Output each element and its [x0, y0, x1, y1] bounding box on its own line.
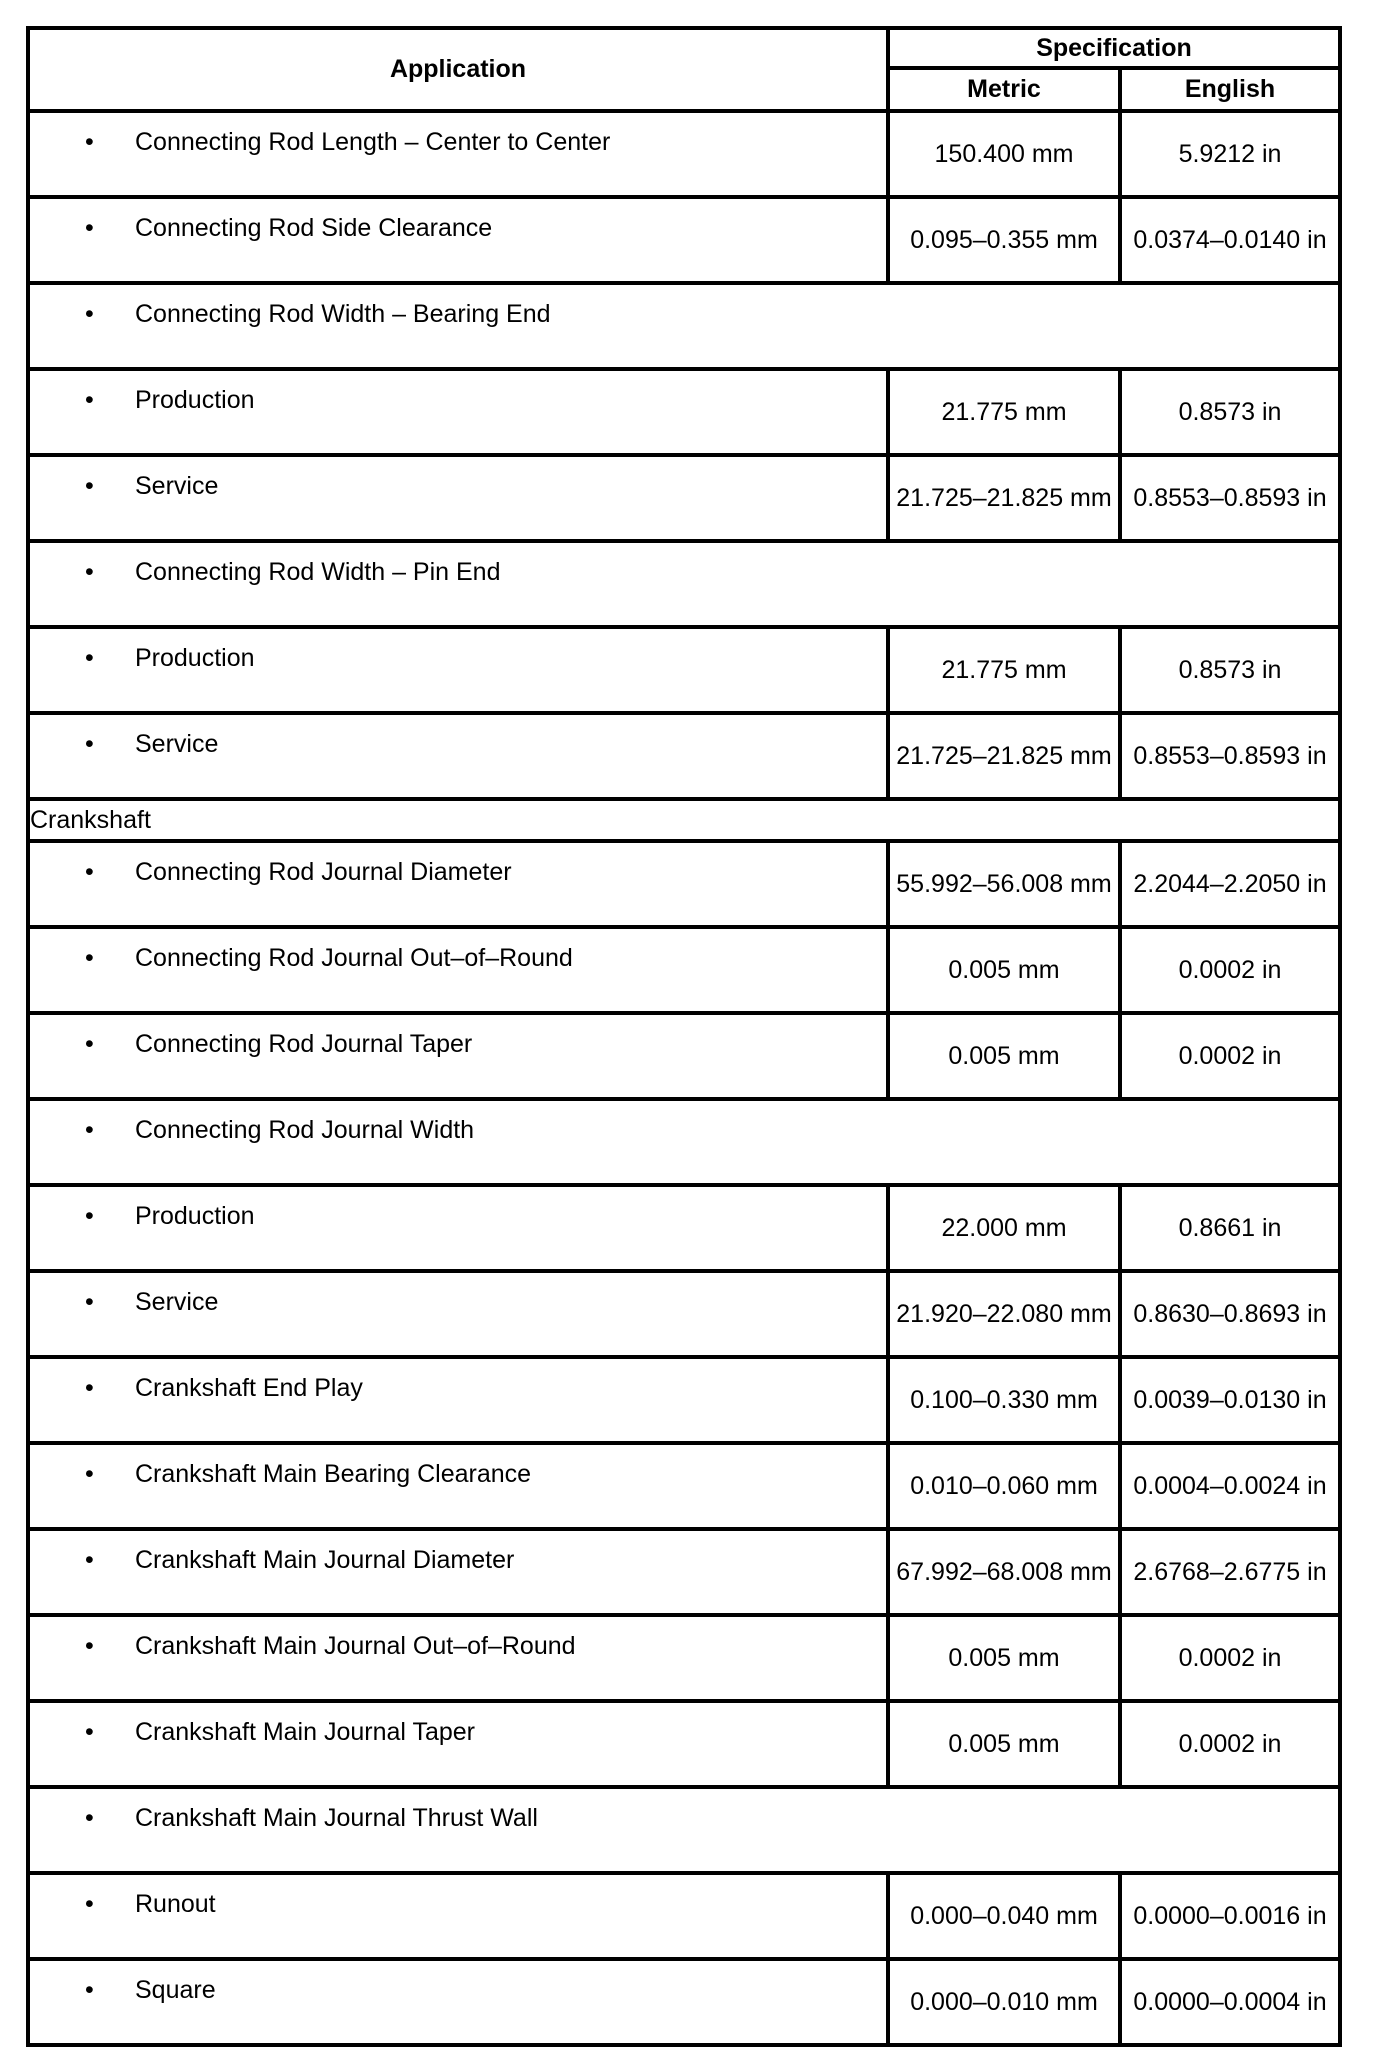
table-row — [28, 1873, 1340, 1959]
application-cell — [28, 1529, 888, 1615]
application-label: Production — [135, 386, 255, 414]
table-row — [28, 541, 1340, 627]
bullet-icon: • — [85, 730, 94, 758]
application-label: Crankshaft Main Bearing Clearance — [135, 1460, 532, 1488]
bullet-icon: • — [85, 1804, 94, 1832]
application-cell — [28, 369, 888, 455]
english-value: 0.0039–0.0130 in — [1120, 1357, 1340, 1443]
table-row — [28, 1099, 1340, 1185]
specification-column-header: Specification — [888, 28, 1340, 68]
bullet-icon: • — [85, 128, 94, 156]
specification-table — [26, 26, 1342, 2047]
application-cell — [28, 1013, 888, 1099]
application-label: Connecting Rod Journal Taper — [135, 1030, 473, 1058]
metric-value: 0.100–0.330 mm — [888, 1357, 1120, 1443]
bullet-icon: • — [85, 300, 94, 328]
application-cell — [28, 1271, 888, 1357]
application-cell — [28, 1099, 1340, 1185]
english-value: 0.8553–0.8593 in — [1120, 455, 1340, 541]
english-value: 0.0002 in — [1120, 927, 1340, 1013]
application-label: Service — [135, 1288, 219, 1316]
application-label: Runout — [135, 1890, 216, 1918]
english-value: 0.8573 in — [1120, 627, 1340, 713]
bullet-icon: • — [85, 1030, 94, 1058]
application-cell — [28, 197, 888, 283]
application-cell — [28, 1787, 1340, 1873]
table-row — [28, 369, 1340, 455]
application-label: Service — [135, 730, 219, 758]
metric-value: 22.000 mm — [888, 1185, 1120, 1271]
english-value: 0.0002 in — [1120, 1013, 1340, 1099]
table-row — [28, 1185, 1340, 1271]
bullet-icon: • — [85, 1374, 94, 1402]
bullet-icon: • — [85, 558, 94, 586]
table-row — [28, 1357, 1340, 1443]
application-label: Crankshaft Main Journal Diameter — [135, 1546, 515, 1574]
english-value: 0.0374–0.0140 in — [1120, 197, 1340, 283]
metric-value: 67.992–68.008 mm — [888, 1529, 1120, 1615]
application-cell — [28, 627, 888, 713]
metric-value: 0.010–0.060 mm — [888, 1443, 1120, 1529]
metric-value: 21.725–21.825 mm — [888, 455, 1120, 541]
application-label: Crankshaft Main Journal Out–of–Round — [135, 1632, 576, 1660]
metric-value: 0.095–0.355 mm — [888, 197, 1120, 283]
metric-value: 21.920–22.080 mm — [888, 1271, 1120, 1357]
table-row — [28, 1013, 1340, 1099]
metric-value: 21.775 mm — [888, 369, 1120, 455]
english-column-header: English — [1120, 68, 1340, 111]
application-cell — [28, 1701, 888, 1787]
english-value: 0.0000–0.0016 in — [1120, 1873, 1340, 1959]
bullet-icon: • — [85, 386, 94, 414]
english-value: 0.0002 in — [1120, 1615, 1340, 1701]
table-row — [28, 197, 1340, 283]
application-label: Crankshaft End Play — [135, 1374, 363, 1402]
table-body — [28, 111, 1340, 2045]
bullet-icon: • — [85, 472, 94, 500]
application-label: Connecting Rod Journal Out–of–Round — [135, 944, 573, 972]
table-row — [28, 1271, 1340, 1357]
bullet-icon: • — [85, 944, 94, 972]
application-cell — [28, 1357, 888, 1443]
metric-column-header: Metric — [888, 68, 1120, 111]
application-label: Production — [135, 1202, 255, 1230]
english-value: 0.8553–0.8593 in — [1120, 713, 1340, 799]
table-row — [28, 111, 1340, 197]
application-cell — [28, 841, 888, 927]
table-row — [28, 1529, 1340, 1615]
application-cell — [28, 713, 888, 799]
table-header — [28, 28, 1340, 111]
application-cell — [28, 927, 888, 1013]
bullet-icon: • — [85, 1116, 94, 1144]
application-label: Crankshaft Main Journal Thrust Wall — [135, 1804, 538, 1832]
bullet-icon: • — [85, 1890, 94, 1918]
english-value: 5.9212 in — [1120, 111, 1340, 197]
bullet-icon: • — [85, 214, 94, 242]
application-cell — [28, 111, 888, 197]
metric-value: 150.400 mm — [888, 111, 1120, 197]
application-label: Connecting Rod Width – Bearing End — [135, 300, 551, 328]
application-cell — [28, 1615, 888, 1701]
english-value: 0.8630–0.8693 in — [1120, 1271, 1340, 1357]
english-value: 2.6768–2.6775 in — [1120, 1529, 1340, 1615]
metric-value: 21.775 mm — [888, 627, 1120, 713]
table-row — [28, 283, 1340, 369]
table-row — [28, 1959, 1340, 2045]
metric-value: 0.005 mm — [888, 1013, 1120, 1099]
metric-value: 0.005 mm — [888, 1701, 1120, 1787]
english-value: 0.0000–0.0004 in — [1120, 1959, 1340, 2045]
application-label: Square — [135, 1976, 216, 2004]
english-value: 0.8661 in — [1120, 1185, 1340, 1271]
table-row — [28, 627, 1340, 713]
application-cell — [28, 1443, 888, 1529]
application-label: Connecting Rod Journal Width — [135, 1116, 475, 1144]
table-row — [28, 713, 1340, 799]
metric-value: 0.005 mm — [888, 1615, 1120, 1701]
table-row — [28, 927, 1340, 1013]
table-row — [28, 1701, 1340, 1787]
bullet-icon: • — [85, 1202, 94, 1230]
application-column-header: Application — [28, 28, 888, 111]
bullet-icon: • — [85, 644, 94, 672]
application-label: Connecting Rod Side Clearance — [135, 214, 493, 242]
application-cell — [28, 455, 888, 541]
table-row — [28, 1787, 1340, 1873]
metric-value: 0.000–0.010 mm — [888, 1959, 1120, 2045]
application-label: Service — [135, 472, 219, 500]
table-row — [28, 1615, 1340, 1701]
section-heading: Crankshaft — [28, 799, 1340, 841]
metric-value: 55.992–56.008 mm — [888, 841, 1120, 927]
english-value: 2.2044–2.2050 in — [1120, 841, 1340, 927]
metric-value: 0.000–0.040 mm — [888, 1873, 1120, 1959]
application-label: Connecting Rod Width – Pin End — [135, 558, 501, 586]
english-value: 0.8573 in — [1120, 369, 1340, 455]
metric-value: 0.005 mm — [888, 927, 1120, 1013]
metric-value: 21.725–21.825 mm — [888, 713, 1120, 799]
application-cell — [28, 541, 1340, 627]
table-row — [28, 455, 1340, 541]
bullet-icon: • — [85, 858, 94, 886]
table-row — [28, 1443, 1340, 1529]
bullet-icon: • — [85, 1546, 94, 1574]
bullet-icon: • — [85, 1632, 94, 1660]
application-cell — [28, 1185, 888, 1271]
application-cell — [28, 1959, 888, 2045]
application-cell — [28, 1873, 888, 1959]
application-label: Crankshaft Main Journal Taper — [135, 1718, 475, 1746]
bullet-icon: • — [85, 1288, 94, 1316]
table-row — [28, 841, 1340, 927]
english-value: 0.0002 in — [1120, 1701, 1340, 1787]
table-row — [28, 799, 1340, 841]
application-label: Connecting Rod Length – Center to Center — [135, 128, 611, 156]
bullet-icon: • — [85, 1460, 94, 1488]
application-cell — [28, 283, 1340, 369]
bullet-icon: • — [85, 1976, 94, 2004]
english-value: 0.0004–0.0024 in — [1120, 1443, 1340, 1529]
application-label: Connecting Rod Journal Diameter — [135, 858, 512, 886]
application-label: Production — [135, 644, 255, 672]
bullet-icon: • — [85, 1718, 94, 1746]
